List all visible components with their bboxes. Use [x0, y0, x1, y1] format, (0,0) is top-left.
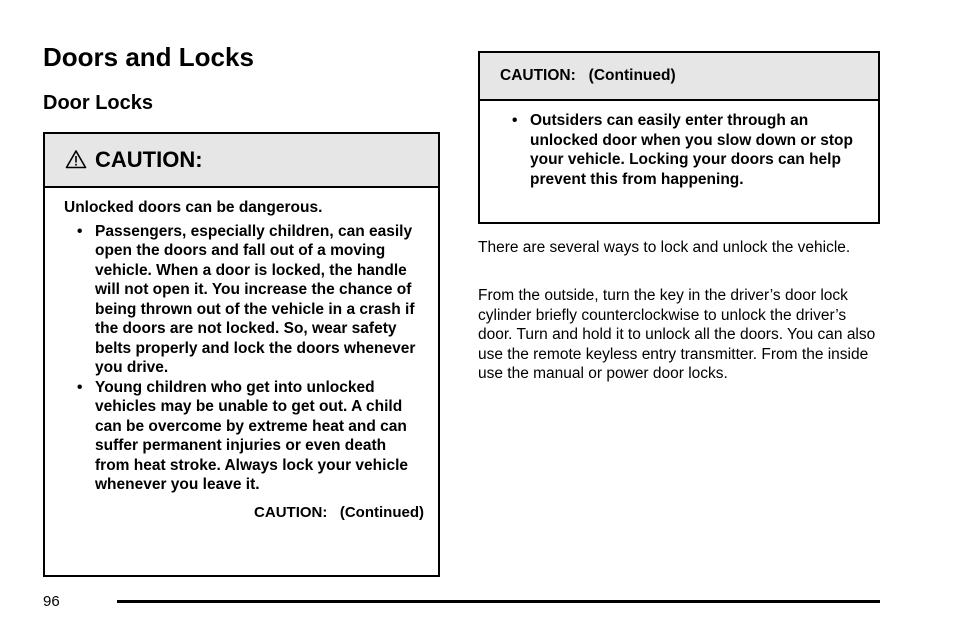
caution-bullet-list — [64, 222, 424, 495]
caution-header — [45, 134, 438, 188]
body-paragraph: There are several ways to lock and unlock the vehicle. — [478, 239, 851, 256]
caution-intro: Unlocked doors can be dangerous. — [64, 199, 323, 216]
caution-continued-note: CAUTION: (Continued) — [254, 503, 424, 521]
caution-bullet — [64, 378, 424, 495]
caution-bullet — [64, 222, 424, 378]
body-paragraph: From the outside, turn the key in the driver’s door lock cylinder briefly counterclockwise to unlock the driver’s door. Turn and hold it to unlock all the doors. You can also use the remote keyless entry transmitter. From the inside use the manual or power door locks. — [478, 287, 876, 382]
page-number: 96 — [43, 593, 60, 610]
caution-continued-bullet-text: Outsiders can easily enter through an unlocked door when you slow down or stop your vehicle. Locking your doors can help prevent this from happening. — [530, 112, 853, 188]
caution-continued-box — [478, 51, 880, 224]
bullet-icon: • — [77, 222, 83, 240]
caution-continued-bullet — [499, 111, 864, 189]
bullet-icon: • — [77, 378, 83, 396]
caution-title: CAUTION: — [95, 147, 203, 172]
warning-triangle-icon — [65, 149, 87, 169]
caution-continued-body — [480, 101, 878, 189]
caution-box — [43, 132, 440, 577]
section-title: Door Locks — [43, 92, 154, 114]
page-title: Doors and Locks — [43, 42, 254, 72]
caution-body — [45, 188, 438, 522]
bullet-icon: • — [512, 112, 518, 129]
caution-continued-title: CAUTION: (Continued) — [500, 67, 676, 84]
caution-continued-bullet-list — [499, 111, 864, 189]
caution-bullet-text: Passengers, especially children, can easily open the doors and fall out of a moving vehicle. When a door is locked, the handle will not open it. You increase the chance of being thrown out of the vehicle in a crash if the doors are not locked. So, wear safety belts properly and lock the doors whenever you drive. — [95, 222, 416, 376]
caution-bullet-text: Young children who get into unlocked vehicles may be unable to get out. A child can be overcome by extreme heat and can suffer permanent injuries or even death from heat stroke. Always lock your vehicle whenever you leave it. — [95, 378, 408, 493]
footer-rule — [117, 600, 880, 603]
caution-continued-header — [480, 53, 878, 101]
